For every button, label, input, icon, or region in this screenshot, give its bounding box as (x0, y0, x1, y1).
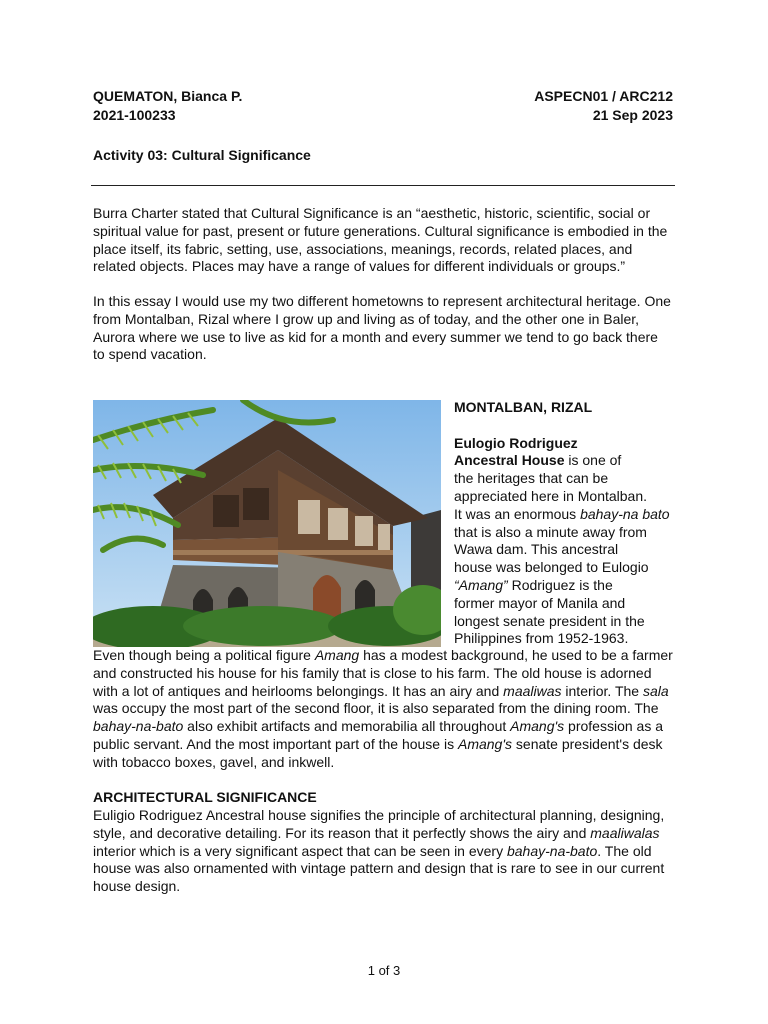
side-text-italic: “Amang” (454, 576, 508, 593)
house-name-line2: Ancestral House (454, 452, 565, 469)
body-italic: bahay-na-bato (93, 718, 184, 735)
side-text-line: Philippines from 1952-1963. (454, 630, 629, 647)
section2-heading: ARCHITECTURAL SIGNIFICANCE (93, 789, 317, 805)
side-text-line: house was belonged to Eulogio (454, 559, 649, 576)
body-italic: maaliwalas (590, 824, 660, 841)
side-text-line: the heritages that can be (454, 470, 609, 487)
body-italic: Amang's (457, 735, 513, 752)
activity-title: Activity 03: Cultural Significance (93, 147, 311, 163)
student-id: 2021-100233 (93, 107, 176, 123)
intro-paragraph-1: Burra Charter stated that Cultural Significance is an “aesthetic, historic, scientific, social or spiritual value for past, present or future generations. Cultural significance is embodied in the place itself, its fabric, setting, use, associations, meanings, records, related places, and related objects. Places may have a range of values for different individuals or groups.” (93, 205, 668, 275)
student-name: QUEMATON, Bianca P. (93, 88, 243, 104)
side-text-span: is one of (564, 452, 622, 469)
section1-side-text (454, 399, 694, 648)
header-row-1 (93, 88, 673, 106)
body-text: interior which is a very significant aspect that can be seen in every (93, 842, 507, 859)
side-text-italic: bahay-na bato (580, 505, 670, 522)
body-text: senate president's desk with tobacco boxes, gavel, and inkwell. (93, 735, 663, 770)
body-text: interior. The (561, 682, 643, 699)
side-text-line: appreciated here in Montalban. (454, 487, 648, 504)
body-text: Euligio Rodriguez Ancestral house signifies the principle of architectural planning, designing, style, and decorative detailing. For its reason that it perfectly shows the airy and (93, 807, 665, 841)
body-italic: Amang's (510, 718, 565, 735)
body-italic: bahay-na-bato (506, 842, 598, 859)
page-number: 1 of 3 (367, 963, 401, 978)
side-text-line: longest senate president in the (454, 612, 645, 629)
body-text: . The old house was also ornamented with vintage pattern and design that is rare to see in our current house design. (93, 842, 665, 895)
submission-date: 21 Sep 2023 (592, 107, 673, 123)
body-italic: sala (642, 682, 669, 699)
side-text-line: former mayor of Manila and (454, 594, 626, 611)
body-text: profession as a public servant. And the most important part of the house is (93, 718, 664, 752)
header-row-2 (93, 107, 673, 125)
body-text: Even though being a political figure (93, 647, 315, 663)
body-text: was occupy the most part of the second floor, it is also separated from the dining room. The (93, 700, 659, 717)
house-name-line1: Eulogio Rodriguez (454, 434, 578, 451)
body-italic: maaliwas (503, 682, 562, 699)
header-divider (91, 185, 675, 186)
section2-body (93, 807, 673, 896)
course-code: ASPECN01 / ARC212 (534, 88, 673, 104)
intro-paragraph-2: In this essay I would use my two different hometowns to represent architectural heritage. One from Montalban, Rizal where I grow up and living as of today, and the other one in Baler, Aurora where we use to live as kid for a month and every summer we tend to go back there to spend vacation. (93, 293, 671, 363)
side-text-span: Rodriguez is the (507, 576, 613, 593)
side-text-span: It was an enormous (454, 505, 581, 522)
side-text-line: that is also a minute away from (454, 523, 647, 540)
body-italic: Amang (314, 647, 360, 663)
section1-body (93, 647, 673, 772)
body-text: also exhibit artifacts and memorabilia all throughout (183, 718, 511, 735)
side-text-line: Wawa dam. This ancestral (454, 541, 619, 558)
body-text: has a modest background, he used to be a farmer and constructed his house for his family that is close to his farm. The old house is adorned with a lot of antiques and heirlooms belongings. It has an airy and (93, 647, 673, 699)
section1-heading: MONTALBAN, RIZAL (454, 399, 593, 415)
ancestral-house-photo (93, 400, 441, 647)
